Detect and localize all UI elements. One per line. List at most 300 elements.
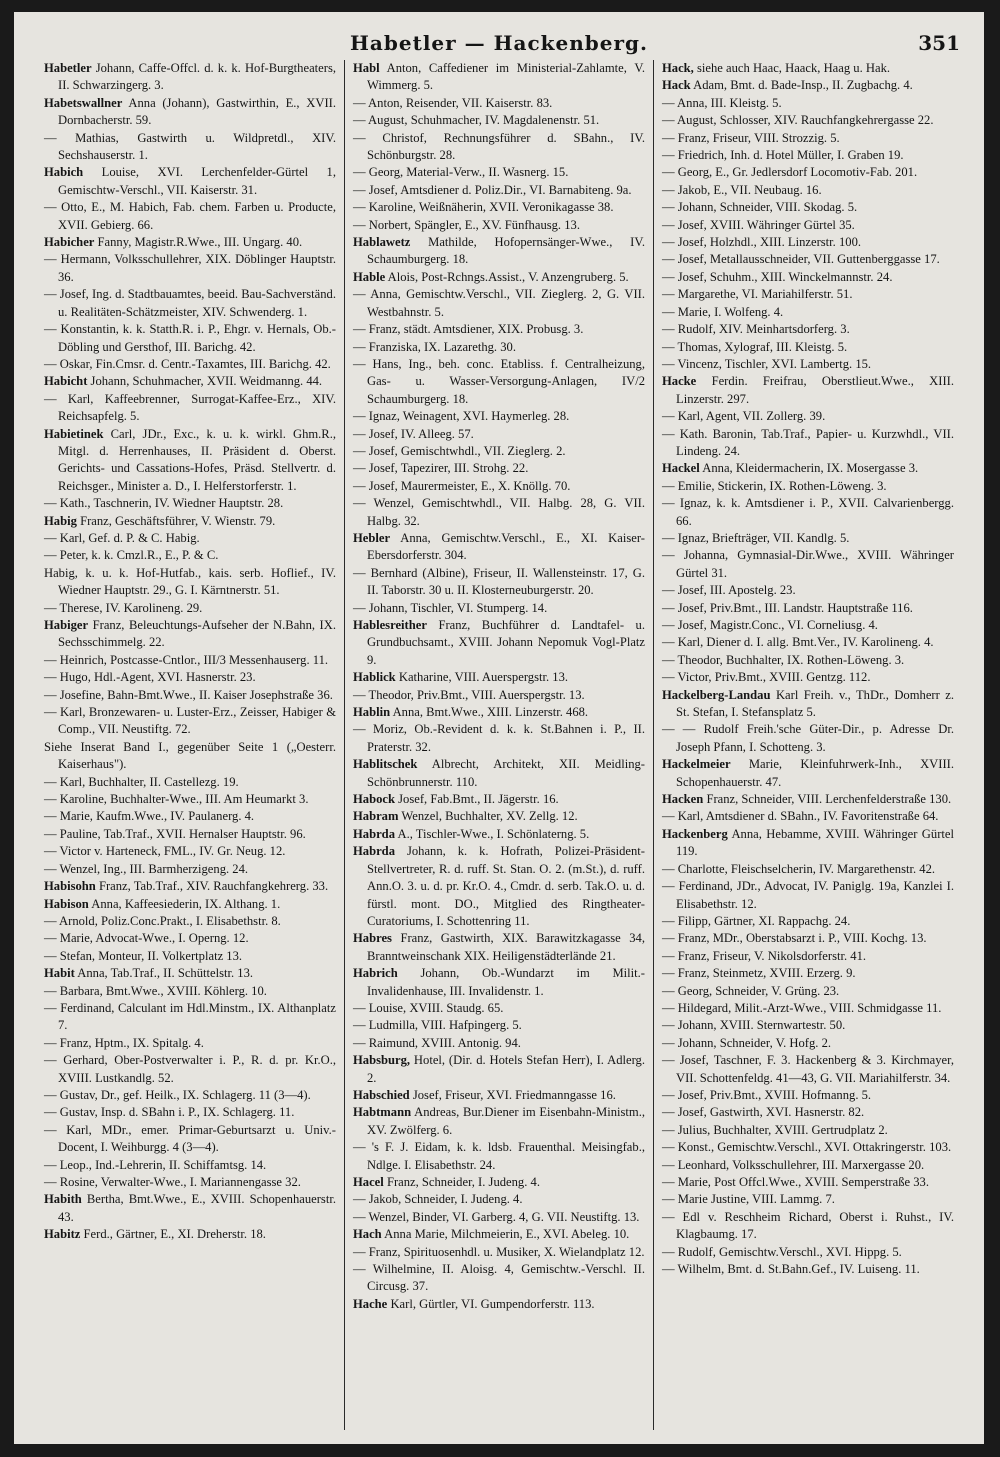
entry-details: — Wenzel, Ing., III. Barmherzigeng. 24. bbox=[44, 861, 249, 876]
directory-entry bbox=[44, 164, 336, 199]
directory-entry bbox=[44, 983, 336, 1000]
entry-details: Louise, XVI. Lerchenfelder-Gürtel 1, Gemischtw-Verschl., VII. Kaiserstr. 31. bbox=[58, 165, 336, 197]
directory-entry bbox=[44, 669, 336, 686]
entry-details: Anton, Caffediener im Ministerial-Zahlamte, V. Wimmerg. 5. bbox=[367, 61, 645, 93]
entry-surname: Habtmann bbox=[353, 1105, 412, 1120]
directory-entry bbox=[44, 1122, 336, 1157]
entry-surname: Habram bbox=[353, 809, 399, 824]
entry-details: — Friedrich, Inh. d. Hotel Müller, I. Graben 19. bbox=[662, 148, 904, 163]
entry-surname: Hable bbox=[353, 269, 386, 284]
entry-details: — Josef, IV. Alleeg. 57. bbox=[353, 426, 474, 441]
directory-entry bbox=[662, 930, 954, 947]
entry-details: — Edl v. Reschheim Richard, Oberst i. Ruhst., IV. Klagbaumg. 17. bbox=[662, 1209, 954, 1242]
entry-details: Anna (Johann), Gastwirthin, E., XVII. Dornbacherstr. 59. bbox=[58, 95, 336, 128]
entry-details: — Karl, Agent, VII. Zollerg. 39. bbox=[662, 409, 826, 424]
directory-entry bbox=[44, 896, 336, 913]
entry-details: — Leop., Ind.-Lehrerin, II. Schiffamtsg. 14. bbox=[44, 1157, 267, 1172]
directory-entry bbox=[353, 1000, 645, 1017]
directory-entry bbox=[662, 356, 954, 373]
entry-details: — Marie, Advocat-Wwe., I. Operng. 12. bbox=[44, 931, 249, 946]
column-1 bbox=[36, 60, 344, 1430]
entry-details: — Karl, Diener d. I. allg. Bmt.Ver., IV. Karolineng. 4. bbox=[662, 635, 934, 650]
directory-entry bbox=[662, 826, 954, 861]
directory-entry bbox=[662, 95, 954, 112]
directory-entry bbox=[662, 495, 954, 530]
directory-entry bbox=[662, 721, 954, 756]
entry-surname: Hache bbox=[353, 1296, 388, 1311]
entry-details: A., Tischler-Wwe., I. Schönlaterng. 5. bbox=[397, 826, 590, 841]
directory-page bbox=[14, 12, 984, 1444]
entry-details: — Kath. Baronin, Tab.Traf., Papier- u. Kurzwhdl., VII. Lindeng. 24. bbox=[662, 426, 954, 458]
directory-entry bbox=[353, 1296, 645, 1313]
directory-entry bbox=[353, 965, 645, 1000]
entry-details: — Wilhelm, Bmt. d. St.Bahn.Gef., IV. Luiseng. 11. bbox=[662, 1262, 920, 1277]
entry-details: — Ferdinand, Calculant im Hdl.Minstm., IX. Althanplatz 7. bbox=[44, 1000, 336, 1033]
entry-details: — Ferdinand, JDr., Advocat, IV. Paniglg. 19a, Kanzlei I. Elisabethstr. 12. bbox=[662, 879, 954, 911]
directory-entry bbox=[353, 217, 645, 234]
directory-entry bbox=[662, 1209, 954, 1244]
entry-details: — Josef, Taschner, F. 3. Hackenberg & 3. Kirchmayer, VII. Schottenfeldg. 41—43, G. VII. Mariahilferstr. 34. bbox=[662, 1053, 954, 1085]
directory-entry bbox=[353, 1035, 645, 1052]
directory-entry bbox=[353, 112, 645, 129]
directory-entry bbox=[44, 739, 336, 774]
directory-entry bbox=[662, 1104, 954, 1121]
directory-entry bbox=[662, 617, 954, 634]
entry-details: — Ignaz, Weinagent, XVI. Haymerleg. 28. bbox=[353, 409, 570, 424]
entry-surname: Hablawetz bbox=[353, 235, 411, 250]
column-2 bbox=[344, 60, 653, 1430]
directory-entry bbox=[44, 843, 336, 860]
entry-details: — Wilhelmine, II. Aloisg. 4, Gemischtw.-Verschl. II. Circusg. 37. bbox=[353, 1262, 645, 1294]
entry-details: Anna, Kleidermacherin, IX. Mosergasse 3. bbox=[702, 461, 919, 476]
directory-entry bbox=[353, 1104, 645, 1139]
directory-entry bbox=[353, 808, 645, 825]
directory-entry bbox=[353, 565, 645, 600]
directory-entry bbox=[44, 652, 336, 669]
entry-details: — Karl, Amtsdiener d. SBahn., IV. Favoritenstraße 64. bbox=[662, 809, 939, 824]
entry-details: Bertha, Bmt.Wwe., E., XVIII. Schopenhauerstr. 43. bbox=[58, 1192, 336, 1224]
entry-details: — — Rudolf Freih.'sche Güter-Dir., p. Adresse Dr. Joseph Pfann, I. Schotteng. 3. bbox=[662, 722, 954, 754]
directory-entry bbox=[44, 965, 336, 982]
entry-surname: Habitz bbox=[44, 1227, 81, 1242]
entry-details: — Wenzel, Gemischtwhdl., VII. Halbg. 28, G. VII. Halbg. 32. bbox=[353, 496, 645, 528]
directory-entry bbox=[662, 234, 954, 251]
entry-details: — Karoline, Buchhalter-Wwe., III. Am Heumarkt 3. bbox=[44, 792, 309, 807]
entry-details: — Johann, Tischler, VI. Stumperg. 14. bbox=[353, 600, 548, 615]
directory-entry bbox=[662, 77, 954, 94]
entry-details: Adam, Bmt. d. Bade-Insp., II. Zugbachg. 4. bbox=[693, 78, 913, 93]
directory-entry bbox=[662, 1191, 954, 1208]
directory-entry bbox=[353, 1191, 645, 1208]
directory-entry bbox=[44, 808, 336, 825]
entry-surname: Hablitschek bbox=[353, 757, 418, 772]
directory-entry bbox=[662, 147, 954, 164]
entry-surname: Habit bbox=[44, 966, 75, 981]
entry-details: — Josef, Priv.Bmt., XVIII. Hofmanng. 5. bbox=[662, 1087, 872, 1102]
entry-details: — Karl, Bronzewaren- u. Luster-Erz., Zeisser, Habiger & Comp., VII. Neustiftg. 72. bbox=[44, 705, 336, 737]
directory-entry bbox=[353, 164, 645, 181]
entry-surname: Habig bbox=[44, 513, 77, 528]
entry-details: — Josef, Maurermeister, E., X. Knöllg. 70. bbox=[353, 478, 571, 493]
directory-entry bbox=[353, 669, 645, 686]
directory-entry bbox=[353, 1139, 645, 1174]
entry-surname: Habisohn bbox=[44, 879, 96, 894]
entry-details: — Ignaz, k. k. Amtsdiener i. P., XVII. Calvarienbergg. 66. bbox=[662, 496, 954, 528]
directory-entry bbox=[44, 861, 336, 878]
directory-entry bbox=[353, 600, 645, 617]
directory-entry bbox=[353, 408, 645, 425]
directory-entry bbox=[44, 565, 336, 600]
directory-entry bbox=[353, 721, 645, 756]
directory-entry bbox=[353, 443, 645, 460]
entry-details: — Hans, Ing., beh. conc. Etabliss. f. Centralheizung, Gas- u. Wasser-Versorgung-Anlagen, IV/2 Schaumburgerg. 18. bbox=[353, 356, 645, 406]
directory-entry bbox=[662, 269, 954, 286]
entry-details: — Thomas, Xylograf, III. Kleistg. 5. bbox=[662, 339, 848, 354]
directory-entry bbox=[44, 286, 336, 321]
entry-surname: Hablin bbox=[353, 705, 391, 720]
entry-surname: Hablick bbox=[353, 670, 396, 685]
entry-surname: Habetswallner bbox=[44, 95, 123, 110]
entry-details: — Franz, Spirituosenhdl. u. Musiker, X. Wielandplatz 12. bbox=[353, 1244, 645, 1259]
entry-details: — Julius, Buchhalter, XVIII. Gertrudplatz 2. bbox=[662, 1122, 888, 1137]
directory-entry bbox=[353, 930, 645, 965]
entry-details: — Charlotte, Fleischselcherin, IV. Margarethenstr. 42. bbox=[662, 861, 936, 876]
directory-entry bbox=[662, 600, 954, 617]
entry-details: — Johann, Schneider, V. Hofg. 2. bbox=[662, 1035, 832, 1050]
entry-details: Anna, Bmt.Wwe., XIII. Linzerstr. 468. bbox=[392, 705, 589, 720]
entry-details: — Anton, Reisender, VII. Kaiserstr. 83. bbox=[353, 95, 553, 110]
entry-details: Fanny, Magistr.R.Wwe., III. Ungarg. 40. bbox=[97, 235, 303, 250]
entry-details: — Josef, Schuhm., XIII. Winckelmannstr. 24. bbox=[662, 269, 893, 284]
directory-entry bbox=[662, 1000, 954, 1017]
directory-entry bbox=[44, 426, 336, 496]
entry-surname: Habietinek bbox=[44, 426, 104, 441]
directory-entry bbox=[44, 130, 336, 165]
entry-details: — Jakob, E., VII. Neubaug. 16. bbox=[662, 182, 822, 197]
directory-entry bbox=[44, 1052, 336, 1087]
directory-entry bbox=[353, 617, 645, 669]
directory-entry bbox=[353, 687, 645, 704]
entry-details: — Oskar, Fin.Cmsr. d. Centr.-Taxamtes, III. Barichg. 42. bbox=[44, 356, 331, 371]
entry-surname: Hackelmeier bbox=[662, 757, 731, 772]
entry-surname: Hack bbox=[662, 78, 691, 93]
directory-entry bbox=[44, 704, 336, 739]
entry-details: Franz, Buchführer d. Landtafel- u. Grundbuchsamt., XVIII. Johann Nepomuk Vogl-Platz 9. bbox=[367, 618, 645, 667]
directory-entry bbox=[353, 199, 645, 216]
entry-details: — Josef, Ing. d. Stadtbauamtes, beeid. Bau-Sachverständ. u. Realitäten-Schätzmeister, XIV. Schwenderg. 1. bbox=[44, 287, 336, 319]
entry-details: Johann, Schuhmacher, XVII. Weidmanng. 44. bbox=[90, 374, 323, 389]
directory-entry bbox=[662, 913, 954, 930]
entry-surname: Habicht bbox=[44, 374, 88, 389]
entry-details: — Karoline, Weißnäherin, XVII. Veronikagasse 38. bbox=[353, 200, 614, 215]
entry-surname: Hack, bbox=[662, 61, 694, 75]
entry-details: — Anna, III. Kleistg. 5. bbox=[662, 95, 782, 110]
entry-surname: Hacke bbox=[662, 374, 697, 389]
directory-entry bbox=[662, 217, 954, 234]
entry-surname: Hackelberg-Landau bbox=[662, 687, 771, 702]
entry-details: — Josef, Amtsdiener d. Poliz.Dir., VI. Barnabiteng. 9a. bbox=[353, 182, 632, 197]
directory-entry bbox=[662, 634, 954, 651]
directory-entry bbox=[662, 199, 954, 216]
entry-details: Mathilde, Hofopernsänger-Wwe., IV. Schaumburgerg. 18. bbox=[367, 235, 645, 267]
directory-entry bbox=[662, 948, 954, 965]
entry-details: — Barbara, Bmt.Wwe., XVIII. Köhlerg. 10. bbox=[44, 983, 267, 998]
directory-entry bbox=[353, 495, 645, 530]
entry-details: — Marie, I. Wolfeng. 4. bbox=[662, 304, 784, 319]
entry-details: — Marie, Post Offcl.Wwe., XVIII. Semperstraße 33. bbox=[662, 1175, 929, 1189]
entry-details: — Victor, Priv.Bmt., XVIII. Gentzg. 112. bbox=[662, 670, 871, 685]
entry-details: — Johanna, Gymnasial-Dir.Wwe., XVIII. Währinger Gürtel 31. bbox=[662, 548, 954, 580]
entry-details: — Karl, Gef. d. P. & C. Habig. bbox=[44, 530, 200, 545]
directory-entry bbox=[44, 1157, 336, 1174]
directory-entry bbox=[662, 1087, 954, 1104]
entry-details: — Josef, Tapezirer, III. Strohg. 22. bbox=[353, 461, 529, 476]
entry-details: — Norbert, Spängler, E., XV. Fünfhausg. 13. bbox=[353, 217, 580, 232]
directory-entry bbox=[662, 321, 954, 338]
entry-details: Franz, Geschäftsführer, V. Wienstr. 79. bbox=[80, 513, 276, 528]
entry-details: — Konst., Gemischtw.Verschl., XVI. Ottakringerstr. 103. bbox=[662, 1140, 952, 1155]
entry-details: — Georg, Material-Verw., II. Wasnerg. 15. bbox=[353, 165, 569, 180]
entry-surname: Habich bbox=[44, 165, 84, 180]
entry-surname: Habith bbox=[44, 1192, 82, 1207]
entry-details: — Rosine, Verwalter-Wwe., I. Mariannengasse 32. bbox=[44, 1175, 301, 1189]
entry-details: Alois, Post-Rchngs.Assist., V. Anzengruberg. 5. bbox=[387, 269, 629, 284]
entry-details: — Kath., Taschnerin, IV. Wiedner Hauptstr. 28. bbox=[44, 496, 284, 511]
entry-details: — Therese, IV. Karolineng. 29. bbox=[44, 600, 203, 615]
entry-surname: Habres bbox=[353, 931, 392, 946]
entry-details: — Theodor, Buchhalter, IX. Rothen-Löweng. 3. bbox=[662, 652, 905, 667]
entry-details: — Rudolf, XIV. Meinhartsdorferg. 3. bbox=[662, 322, 850, 337]
entry-details: — Josef, Gastwirth, XVI. Hasnerstr. 82. bbox=[662, 1105, 865, 1120]
directory-entry bbox=[44, 600, 336, 617]
entry-details: — Emilie, Stickerin, IX. Rothen-Löweng. 3. bbox=[662, 478, 887, 493]
directory-entry bbox=[44, 948, 336, 965]
entry-details: Marie, Kleinfuhrwerk-Inh., XVIII. Schopenhauerstr. 47. bbox=[676, 757, 954, 789]
directory-entry bbox=[44, 391, 336, 426]
entry-details: — Josef, III. Apostelg. 23. bbox=[662, 583, 796, 598]
entry-details: — Rudolf, Gemischtw.Verschl., XVI. Hippg. 5. bbox=[662, 1244, 902, 1259]
entry-details: — Franz, städt. Amtsdiener, XIX. Probusg. 3. bbox=[353, 322, 584, 337]
entry-details: — Karl, Buchhalter, II. Castellezg. 19. bbox=[44, 774, 239, 789]
directory-entry bbox=[44, 791, 336, 808]
entry-details: — Franz, Friseur, VIII. Strozzig. 5. bbox=[662, 130, 840, 145]
entry-details: Habig, k. u. k. Hof-Hutfab., kais. serb. Hoflief., IV. Wiedner Hauptstr. 29., G. I. Kärntnerstr. 51. bbox=[44, 565, 336, 598]
directory-entry bbox=[662, 251, 954, 268]
directory-entry bbox=[353, 478, 645, 495]
entry-details: — Franz, Hptm., IX. Spitalg. 4. bbox=[44, 1035, 204, 1050]
directory-entry bbox=[662, 687, 954, 722]
entry-details: Josef, Fab.Bmt., II. Jägerstr. 16. bbox=[398, 792, 559, 807]
entry-details: — Gerhard, Ober-Postverwalter i. P., R. d. pr. Kr.O., XVIII. Lustkandlg. 52. bbox=[44, 1053, 336, 1085]
entry-details: — Pauline, Tab.Traf., XVII. Hernalser Hauptstr. 96. bbox=[44, 826, 306, 841]
directory-entry bbox=[44, 199, 336, 234]
columns bbox=[36, 60, 962, 1430]
directory-entry bbox=[662, 808, 954, 825]
entry-details: — Heinrich, Postcasse-Cntlor., III/3 Messenhauserg. 11. bbox=[44, 652, 329, 667]
directory-entry bbox=[662, 1052, 954, 1087]
directory-entry bbox=[353, 1174, 645, 1191]
directory-entry bbox=[44, 878, 336, 895]
directory-entry bbox=[662, 1017, 954, 1034]
entry-surname: Habicher bbox=[44, 235, 95, 250]
entry-surname: Hebler bbox=[353, 530, 391, 545]
directory-entry bbox=[662, 530, 954, 547]
directory-entry bbox=[353, 1087, 645, 1104]
entry-details: Franz, Schneider, VIII. Lerchenfelderstraße 130. bbox=[706, 792, 952, 807]
entry-details: — Franziska, IX. Lazarethg. 30. bbox=[353, 339, 516, 354]
directory-entry bbox=[662, 1035, 954, 1052]
entry-details: — Georg, E., Gr. Jedlersdorf Locomotiv-Fab. 201. bbox=[662, 165, 918, 180]
directory-entry bbox=[662, 408, 954, 425]
entry-details: Karl, Gürtler, VI. Gumpendorferstr. 113. bbox=[390, 1296, 595, 1311]
entry-details: — Karl, Kaffeebrenner, Surrogat-Kaffee-Erz., XIV. Reichsapfelg. 5. bbox=[44, 391, 336, 424]
directory-entry bbox=[353, 286, 645, 321]
entry-surname: Habrda bbox=[353, 844, 395, 859]
entry-details: Johann, Caffe-Offcl. d. k. k. Hof-Burgtheaters, II. Schwarzingerg. 3. bbox=[58, 61, 336, 93]
entry-details: — Stefan, Monteur, II. Volkertplatz 13. bbox=[44, 948, 243, 963]
directory-entry bbox=[353, 1261, 645, 1296]
entry-details: Andreas, Bur.Diener im Eisenbahn-Ministm., XV. Zwölferg. 6. bbox=[367, 1105, 645, 1137]
directory-entry bbox=[44, 513, 336, 530]
directory-entry bbox=[662, 756, 954, 791]
directory-entry bbox=[662, 1122, 954, 1139]
directory-entry bbox=[662, 1174, 954, 1191]
entry-details: — Josef, Magistr.Conc., VI. Corneliusg. 4. bbox=[662, 618, 878, 632]
directory-entry bbox=[44, 1000, 336, 1035]
directory-entry bbox=[662, 164, 954, 181]
directory-entry bbox=[44, 234, 336, 251]
entry-details: — 's F. J. Eidam, k. k. ldsb. Frauenthal. Meisingfab., Ndlge. I. Elisabethstr. 24. bbox=[353, 1140, 645, 1172]
directory-entry bbox=[662, 304, 954, 321]
directory-entry bbox=[44, 530, 336, 547]
entry-details: — Bernhard (Albine), Friseur, II. Wallensteinstr. 17, G. II. Taborstr. 30 u. II. Klosterneuburgerstr. 20. bbox=[353, 565, 645, 598]
entry-surname: Habsburg, bbox=[353, 1053, 411, 1068]
entry-details: — Gustav, Dr., gef. Heilk., IX. Schlagerg. 11 (3—4). bbox=[44, 1087, 311, 1102]
entry-details: Hotel, (Dir. d. Hotels Stefan Herr), I. Adlerg. 2. bbox=[367, 1053, 645, 1085]
entry-details: — August, Schlosser, XIV. Rauchfangkehrergasse 22. bbox=[662, 113, 934, 128]
directory-entry bbox=[662, 861, 954, 878]
entry-surname: Hablesreither bbox=[353, 618, 427, 632]
directory-entry bbox=[44, 373, 336, 390]
directory-entry bbox=[44, 826, 336, 843]
directory-entry bbox=[44, 547, 336, 564]
entry-details: — Marie, Kaufm.Wwe., IV. Paulanerg. 4. bbox=[44, 809, 255, 824]
directory-entry bbox=[353, 826, 645, 843]
directory-entry bbox=[662, 60, 954, 77]
directory-entry bbox=[662, 130, 954, 147]
directory-entry bbox=[662, 182, 954, 199]
entry-details: — Franz, Friseur, V. Nikolsdorferstr. 41. bbox=[662, 948, 867, 963]
directory-entry bbox=[44, 1226, 336, 1243]
directory-entry bbox=[44, 774, 336, 791]
entry-details: — Karl, MDr., emer. Primar-Geburtsarzt u. Univ.-Docent, I. Weihburgg. 4 (3—4). bbox=[44, 1122, 336, 1155]
entry-details: — Peter, k. k. Cmzl.R., E., P. & C. bbox=[44, 548, 219, 563]
entry-surname: Hacel bbox=[353, 1175, 384, 1189]
entry-details: — Josefine, Bahn-Bmt.Wwe., II. Kaiser Josephstraße 36. bbox=[44, 687, 333, 702]
entry-surname: Habock bbox=[353, 792, 395, 807]
directory-entry bbox=[44, 1104, 336, 1121]
directory-entry bbox=[662, 652, 954, 669]
entry-details: Anna, Kaffeesiederin, IX. Althang. 1. bbox=[91, 896, 281, 911]
directory-entry bbox=[353, 269, 645, 286]
entry-details: — Johann, XVIII. Sternwartestr. 50. bbox=[662, 1018, 846, 1033]
entry-details: — Josef, Metallausschneider, VII. Guttenberggasse 17. bbox=[662, 252, 940, 267]
directory-entry bbox=[662, 1139, 954, 1156]
entry-details: — Jakob, Schneider, I. Judeng. 4. bbox=[353, 1192, 523, 1207]
entry-details: Anna, Tab.Traf., II. Schüttelstr. 13. bbox=[77, 966, 254, 981]
entry-details: — Raimund, XVIII. Antonig. 94. bbox=[353, 1035, 521, 1050]
directory-entry bbox=[44, 95, 336, 130]
directory-entry bbox=[662, 1157, 954, 1174]
directory-entry bbox=[44, 1035, 336, 1052]
entry-details: — Filipp, Gärtner, XI. Rappachg. 24. bbox=[662, 913, 851, 928]
entry-details: Katharine, VIII. Auerspergstr. 13. bbox=[398, 670, 569, 685]
entry-details: — Georg, Schneider, V. Grüng. 23. bbox=[662, 983, 840, 998]
entry-surname: Habrda bbox=[353, 826, 395, 841]
entry-details: — Arnold, Poliz.Conc.Prakt., I. Elisabethstr. 8. bbox=[44, 913, 281, 928]
entry-details: — Mathias, Gastwirth u. Wildpretdl., XIV. Sechshauserstr. 1. bbox=[44, 130, 336, 163]
entry-details: Ferdin. Freifrau, Oberstlieut.Wwe., XIII. Linzerstr. 297. bbox=[676, 374, 954, 406]
entry-surname: Habetler bbox=[44, 61, 92, 75]
entry-details: Siehe Inserat Band I., gegenüber Seite 1 („Oesterr. Kaiserhaus"). bbox=[44, 739, 336, 772]
entry-details: — Ludmilla, VIII. Hafpingerg. 5. bbox=[353, 1018, 522, 1033]
directory-entry bbox=[662, 878, 954, 913]
entry-surname: Habiger bbox=[44, 618, 89, 632]
entry-details: — Franz, MDr., Oberstabsarzt i. P., VIII. Kochg. 13. bbox=[662, 931, 927, 946]
directory-entry bbox=[662, 339, 954, 356]
entry-surname: Hackenberg bbox=[662, 826, 728, 841]
directory-entry bbox=[44, 1191, 336, 1226]
directory-entry bbox=[662, 965, 954, 982]
directory-entry bbox=[44, 356, 336, 373]
entry-details: Wenzel, Buchhalter, XV. Zellg. 12. bbox=[401, 809, 578, 824]
entry-surname: Hach bbox=[353, 1227, 382, 1242]
directory-entry bbox=[44, 930, 336, 947]
directory-entry bbox=[353, 182, 645, 199]
directory-entry bbox=[353, 426, 645, 443]
entry-details: — Leonhard, Volksschullehrer, III. Marxergasse 20. bbox=[662, 1157, 925, 1172]
entry-details: — Hugo, Hdl.-Agent, XVI. Hasnerstr. 23. bbox=[44, 670, 256, 685]
directory-entry bbox=[44, 687, 336, 704]
entry-details: — Ignaz, Briefträger, VII. Kandlg. 5. bbox=[662, 530, 850, 545]
entry-details: siehe auch Haac, Haack, Haag u. Hak. bbox=[697, 61, 891, 75]
directory-entry bbox=[44, 617, 336, 652]
directory-entry bbox=[353, 95, 645, 112]
entry-details: Josef, Friseur, XVI. Friedmanngasse 16. bbox=[412, 1087, 616, 1102]
directory-entry bbox=[662, 791, 954, 808]
entry-details: Albrecht, Architekt, XII. Meidling-Schönbrunnerstr. 110. bbox=[367, 757, 645, 789]
page-number: 351 bbox=[918, 31, 960, 55]
entry-details: — Margarethe, VI. Mariahilferstr. 51. bbox=[662, 287, 853, 302]
directory-entry bbox=[353, 356, 645, 408]
directory-entry bbox=[44, 1174, 336, 1191]
page-title: Habetler — Hackenberg. bbox=[350, 31, 648, 55]
entry-details: — Wenzel, Binder, VI. Garberg. 4, G. VII. Neustiftg. 13. bbox=[353, 1209, 640, 1224]
entry-details: Franz, Tab.Traf., XIV. Rauchfangkehrerg. 33. bbox=[98, 879, 329, 894]
directory-entry bbox=[662, 460, 954, 477]
directory-entry bbox=[353, 130, 645, 165]
entry-details: Franz, Beleuchtungs-Aufseher der N.Bahn, IX. Sechsschimmelg. 22. bbox=[58, 618, 336, 650]
directory-entry bbox=[662, 1261, 954, 1278]
entry-details: — Christof, Rechnungsführer d. SBahn., IV. Schönburgstr. 28. bbox=[353, 130, 645, 163]
directory-entry bbox=[44, 251, 336, 286]
entry-details: — Franz, Steinmetz, XVIII. Erzerg. 9. bbox=[662, 966, 856, 981]
directory-entry bbox=[44, 913, 336, 930]
entry-details: — Louise, XVIII. Staudg. 65. bbox=[353, 1000, 504, 1015]
directory-entry bbox=[353, 1244, 645, 1261]
directory-entry bbox=[662, 582, 954, 599]
directory-entry bbox=[44, 1087, 336, 1104]
